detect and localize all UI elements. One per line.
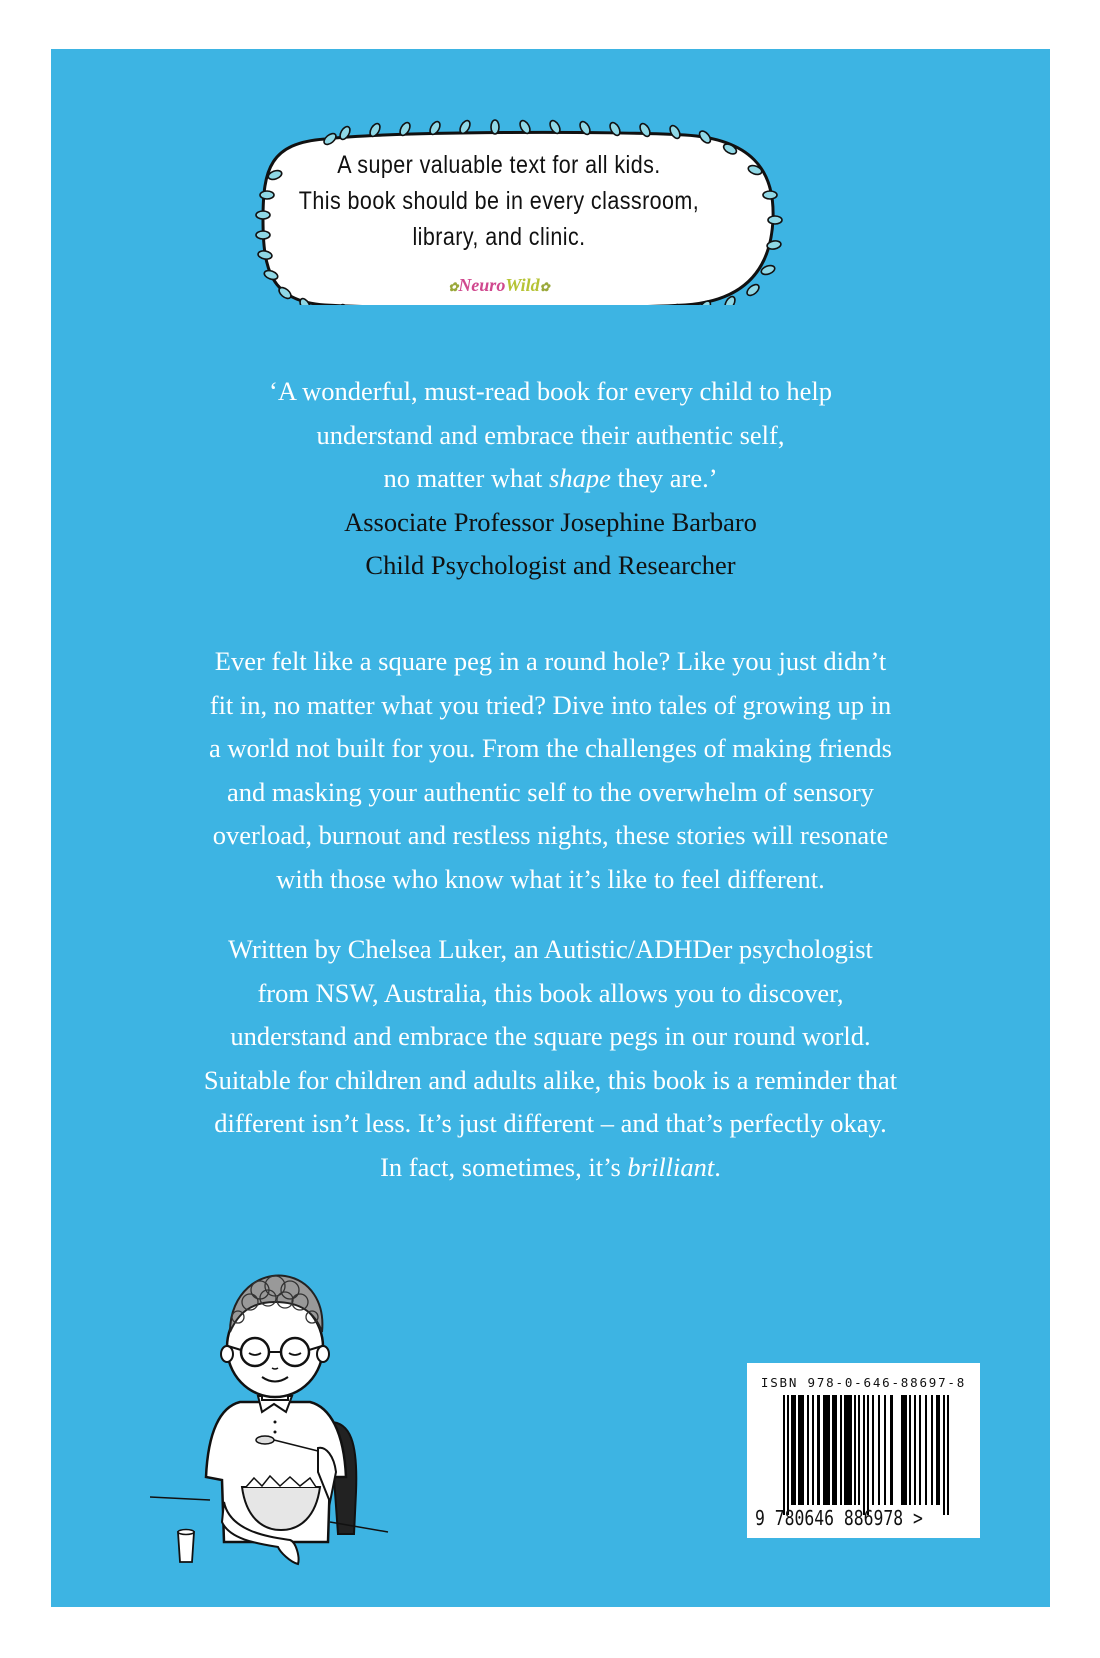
blurb-paragraph-1 [51,640,1050,902]
quote-attribution-role: Child Psychologist and Researcher [365,550,736,580]
blurb-line: overload, burnout and restless nights, these stories will resonate [212,820,889,851]
review-quote [51,370,1050,588]
endorsement-bubble [215,75,783,305]
blurb-text: . [714,1151,721,1182]
blurb-line: with those who know what it’s like to feel different. [276,863,825,894]
logo-text-neuro: Neuro [458,275,506,295]
leaf-icon: ✿ [448,280,459,294]
neurowild-logo [215,275,783,296]
barcode-icon [783,1395,953,1515]
endorsement-line: library, and clinic. [412,223,586,251]
quote-emphasis: shape [549,463,611,493]
blurb-line: and masking your authentic self to the overwhelm of sensory [227,776,874,807]
quote-line: understand and embrace their authentic self, [316,419,785,450]
blurb-line: from NSW, Australia, this book allows you to discover, [257,977,844,1008]
blurb-emphasis: brilliant [627,1151,715,1182]
child-eating-illustration [150,1272,410,1572]
blurb-line: Ever felt like a square peg in a round hole? Like you just didn’t [214,646,887,676]
quote-line [51,457,1050,501]
blurb-line [51,1146,1050,1190]
quote-text: they are.’ [610,463,718,493]
blurb-line: Suitable for children and adults alike, this book is a reminder that [203,1064,898,1095]
quote-line: ‘A wonderful, must-read book for every child to help [269,376,832,406]
blurb-line: understand and embrace the square pegs in our round world. [230,1021,871,1052]
quote-attribution-name: Associate Professor Josephine Barbaro [344,506,757,537]
logo-text-wild: Wild [505,275,540,295]
endorsement-line: This book should be in every classroom, [298,187,700,215]
blurb-line: different isn’t less. It’s just different – and that’s perfectly okay. [214,1108,887,1139]
blurb-paragraph-2 [51,928,1050,1190]
endorsement-line: A super valuable text for all kids. [337,151,661,179]
isbn-barcode [747,1363,980,1538]
blurb-text: In fact, sometimes, it’s [380,1151,628,1182]
isbn-label: ISBN 978-0-646-88697-8 [760,1375,967,1390]
blurb-line: a world not built for you. From the challenges of making friends [209,733,892,764]
blurb-line: fit in, no matter what you tried? Dive into tales of growing up in [209,689,892,720]
ean-digits: 9 780646 886978 > [755,1506,923,1530]
blurb-line: Written by Chelsea Luker, an Autistic/ADHDer psychologist [228,934,873,964]
quote-text: no matter what [383,463,550,493]
leaf-icon: ✿ [539,280,550,294]
